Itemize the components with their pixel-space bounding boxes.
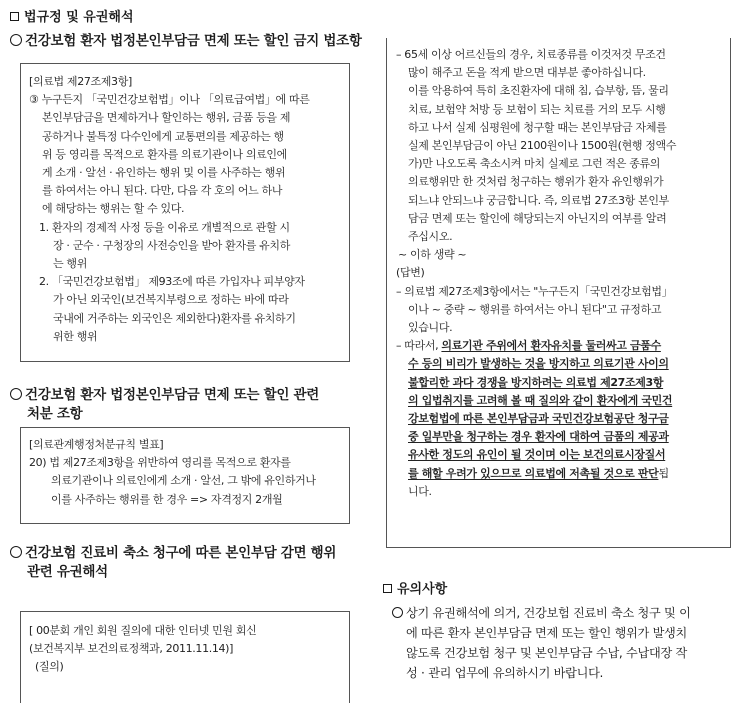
box-line: 가 아닌 외국인(보건복지부령으로 정하는 바에 따라: [53, 293, 289, 307]
heading-interpretation: [10, 544, 336, 582]
heading-exemption-law-text: 건강보험 환자 법정본인부담금 면제 또는 할인 금지 법조항: [25, 33, 362, 49]
box-line: (답변): [396, 266, 425, 280]
box-line: 위한 행위: [53, 329, 98, 343]
box-line: 공하거나 불특정 다수인에게 교통편의를 제공하는 행: [42, 129, 284, 143]
answer-line: [396, 355, 730, 373]
answer-underlined: 불합리한 과다 경쟁을 방지하려는 의료법 제27조제3항: [408, 375, 664, 389]
box-line: – 의료법 제27조제3항에서는 "누구든지「국민건강보험법」: [396, 284, 673, 298]
box-line: 2. 「국민건강보험법」 제93조에 따른 가입자나 피부양자: [39, 275, 305, 289]
inquiry-box: [20, 611, 350, 703]
answer-underlined: 를 해할 우려가 있으므로 의료법에 저촉될 것으로 판단: [408, 466, 659, 480]
circle-bullet-icon: [10, 546, 22, 558]
box-line: 위 등 영리를 목적으로 환자를 의료기관이나 의료인에: [42, 147, 287, 161]
box-line: [의료관계행정처분규칙 별표]: [29, 438, 164, 451]
section-title-law-text: 법규정 및 유권해석: [24, 10, 134, 25]
box-line: 이를 악용하여 특히 초진환자에 대해 침, 습부항, 뜸, 물리: [408, 84, 669, 98]
circle-bullet-icon: [10, 34, 22, 46]
box-line: 를 하여서는 아니 된다. 다만, 다음 각 호의 어느 하나: [42, 184, 283, 198]
box-line: 하고 나서 실제 심평원에 청구할 때는 본인부담금 자체를: [408, 120, 667, 134]
circle-bullet-icon: [10, 388, 22, 400]
section-title-law: [10, 10, 134, 26]
box-line: 이를 사주하는 행위를 한 경우 => 자격정지 2개월: [51, 492, 283, 506]
box-line: ~ 이하 생략 ~: [398, 248, 467, 262]
notice-line: 않도록 건강보험 청구 및 본인부담금 수납, 수납대장 작: [406, 646, 688, 660]
box-line: – 65세 이상 어르신들의 경우, 치료종류를 이것저것 무조건: [396, 48, 666, 61]
box-line: 의료기관이나 의료인에게 소개 · 알선, 그 밖에 유인하거나: [51, 474, 316, 488]
box-line: 이나 ~ 중략 ~ 행위를 하여서는 아니 된다"고 규정하고: [408, 302, 662, 316]
box-line: ③ 누구든지 「국민건강보험법」이나 「의료급여법」에 따른: [29, 93, 310, 107]
answer-prefix: – 따라서,: [396, 339, 442, 353]
law-box-medical-act: [20, 63, 350, 362]
answer-line: [396, 465, 730, 483]
answer-underlined: 수 등의 비리가 발생하는 것을 방지하고 의료기관 사이의: [408, 357, 669, 371]
circle-bullet-icon: [392, 607, 403, 618]
box-line: 담금 면제 또는 할인에 해당되는지 아닌지의 여부를 알려: [408, 211, 667, 225]
box-line: 가)만 나오도록 축소시켜 마치 실제로 그런 적은 종류의: [408, 157, 661, 171]
heading-interpretation-line: 건강보험 진료비 축소 청구에 따른 본인부담 감면 행위: [25, 545, 337, 561]
notice-line-text: 상기 유권해석에 의거, 건강보험 진료비 축소 청구 및 이: [406, 606, 691, 620]
section-title-notice-text: 유의사항: [397, 582, 448, 597]
answer-underlined: 의 입법취지를 고려해 볼 때 질의와 같이 환자에게 국민건: [408, 393, 673, 407]
box-line: 는 행위: [53, 257, 87, 271]
square-bullet-icon: [10, 12, 19, 21]
heading-exemption-law: [10, 32, 362, 51]
section-title-notice: [383, 582, 447, 598]
box-line: 있습니다.: [408, 321, 453, 335]
answer-line: [396, 374, 730, 392]
answer-line: [396, 392, 730, 410]
answer-line: [396, 337, 730, 355]
interpretation-box: [386, 38, 731, 548]
box-line: [의료법 제27조제3항]: [29, 75, 132, 88]
box-line: 국내에 거주하는 외국인은 제외한다)환자를 유치하기: [53, 311, 296, 325]
heading-disposition-line: 건강보험 환자 법정본인부담금 면제 또는 할인 관련: [25, 387, 319, 403]
box-line: 주십시오.: [408, 230, 453, 244]
box-line: 게 소개 · 알선 · 유인하는 행위 및 이를 사주하는 행위: [42, 166, 286, 180]
answer-underlined: 중 일부만을 청구하는 경우 환자에 대하여 금품의 제공과: [408, 430, 669, 444]
heading-interpretation-line: 관련 유권해석: [27, 564, 108, 580]
box-line: 장 · 군수 · 구청장의 사전승인을 받아 환자를 유치하: [53, 238, 290, 252]
answer-underlined: 유사한 정도의 유인이 될 것이며 이는 보건의료시장질서: [408, 448, 666, 462]
box-line: 치료, 보험약 처방 등 보험이 되는 치료를 거의 모두 시행: [408, 102, 666, 116]
notice-line: [392, 603, 691, 623]
box-line: (질의): [35, 660, 64, 674]
notice-line: 성 · 관리 업무에 유의하시기 바랍니다.: [406, 666, 604, 680]
box-line: 의료행위만 한 것처럼 청구하는 행위가 환자 유인행위가: [408, 175, 664, 189]
box-line: 실제 본인부담금이 아닌 2100원이나 1500원(현행 정액수: [408, 139, 677, 153]
box-line: 에 해당하는 행위는 할 수 있다.: [42, 202, 185, 216]
notice-body: [392, 603, 691, 683]
box-line: 되느냐 안되느냐 궁금합니다. 즉, 의료법 27조3항 본인부: [408, 193, 669, 207]
answer-line: [396, 428, 730, 446]
heading-disposition: [10, 386, 319, 424]
box-line: (보건복지부 보건의료정책과, 2011.11.14)]: [29, 642, 234, 656]
box-line: [ 00분회 개인 회원 질의에 대한 인터넷 민원 회신: [29, 624, 257, 637]
box-line: 20) 법 제27조제3항을 위반하여 영리를 목적으로 환자를: [29, 456, 291, 470]
box-line: 1. 환자의 경제적 사정 등을 이유로 개별적으로 관할 시: [39, 220, 290, 234]
answer-line: 니다.: [408, 484, 432, 498]
box-line: 많이 해주고 돈을 적게 받으면 대부분 좋아하십니다.: [408, 66, 646, 80]
answer-suffix: 됩: [658, 466, 669, 480]
square-bullet-icon: [383, 584, 392, 593]
heading-disposition-line: 처분 조항: [27, 406, 83, 422]
box-line: 본인부담금을 면제하거나 할인하는 행위, 금품 등을 제: [42, 111, 291, 125]
notice-line: 에 따른 환자 본인부담금 면제 또는 할인 행위가 발생치: [406, 626, 688, 640]
law-box-disposition: [20, 427, 350, 524]
answer-underlined: 강보험법에 따른 본인부담금과 국민건강보험공단 청구금: [408, 412, 669, 426]
answer-line: [396, 446, 730, 464]
answer-underlined: 의료기관 주위에서 환자유치를 둘러싸고 금품수: [441, 339, 661, 353]
answer-line: [396, 410, 730, 428]
